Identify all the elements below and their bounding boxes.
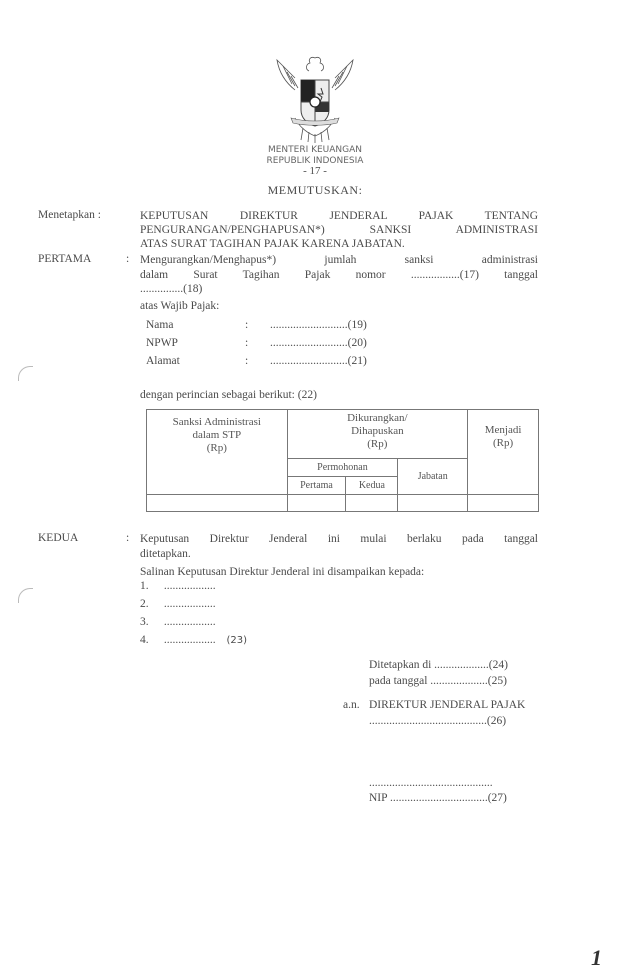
table-header-menjadi	[468, 410, 539, 495]
list-dots: ..................	[163, 634, 216, 646]
table-header-text: Sanksi Administrasi	[172, 416, 261, 428]
table-header-pertama: Pertama	[287, 477, 346, 495]
garuda-emblem-icon	[265, 52, 365, 144]
list-number: 4.	[140, 634, 149, 646]
table-header-text: Menjadi	[484, 424, 522, 436]
margin-artifact	[18, 366, 33, 381]
list-number: 3.	[140, 616, 149, 628]
kedua-label: KEDUA	[38, 532, 79, 544]
pertama-line: dalam Surat Tagihan Pajak nomor .................(17) tanggal	[140, 268, 538, 281]
table-cell	[468, 495, 539, 512]
table-header-permohonan: Permohonan	[287, 459, 398, 477]
page-number: - 17 -	[303, 165, 327, 177]
table-cell	[147, 495, 288, 512]
detail-intro: dengan perincian sebagai berikut: (22)	[140, 389, 317, 401]
table-cell	[398, 495, 468, 512]
list-item	[140, 616, 247, 634]
list-number: 2.	[140, 598, 149, 610]
kedua-colon: :	[126, 532, 130, 544]
table-header-text: Dikurangkan/	[347, 412, 408, 424]
field-label-alamat: Alamat	[146, 355, 180, 367]
table-cell	[287, 495, 346, 512]
table-row	[147, 495, 539, 512]
table-header-jabatan: Jabatan	[398, 459, 468, 495]
perincian-table	[146, 409, 539, 512]
pertama-line: Mengurangkan/Menghapus*) jumlah sanksi administrasi	[140, 254, 538, 266]
list-item	[140, 634, 247, 652]
field-value-alamat: ...........................(21)	[270, 355, 367, 367]
table-header-row	[147, 410, 539, 459]
kedua-copy-line: Salinan Keputusan Direktur Jenderal ini disampaikan kepada:	[140, 566, 425, 578]
table-header-text: Dihapuskan	[351, 425, 404, 437]
table-header-text: dalam STP	[192, 429, 242, 441]
table-header-text: (Rp)	[367, 438, 388, 450]
ministry-name: MENTERI KEUANGAN	[267, 145, 363, 155]
handwritten-mark: 1	[591, 945, 602, 970]
an-label: a.n.	[343, 699, 360, 711]
field-colon: :	[245, 337, 249, 349]
pertama-line: ...............(18)	[140, 283, 203, 295]
field-colon: :	[245, 319, 249, 331]
kedua-line: Keputusan Direktur Jenderal ini mulai berlaku pada tanggal	[140, 533, 538, 545]
table-cell	[346, 495, 398, 512]
list-dots: ..................	[163, 598, 216, 610]
field-label-nama: Nama	[146, 319, 174, 331]
decision-heading: MEMUTUSKAN:	[267, 183, 363, 197]
kedua-content	[140, 532, 538, 562]
list-dots: ..................	[163, 616, 216, 628]
pada-tanggal: pada tanggal ....................(25)	[369, 675, 507, 687]
signatory-dots: .........................................(26)	[369, 715, 507, 727]
kedua-line: ditetapkan.	[140, 548, 191, 560]
pertama-colon: :	[126, 253, 130, 265]
field-label-npwp: NPWP	[146, 337, 178, 349]
list-item	[140, 580, 247, 598]
table-header-text: (Rp)	[206, 442, 227, 454]
signatory-title: DIREKTUR JENDERAL PAJAK	[369, 699, 526, 711]
field-colon: :	[245, 355, 249, 367]
pertama-label: PERTAMA	[38, 253, 92, 265]
list-item	[140, 598, 247, 616]
menetapkan-line: PENGURANGAN/PENGHAPUSAN*) SANKSI ADMINISTRASI	[140, 224, 538, 236]
table-header-text: (Rp)	[492, 437, 514, 449]
list-dots: ..................	[163, 580, 216, 592]
menetapkan-content	[140, 209, 538, 251]
list-ref: (23)	[226, 635, 248, 646]
menetapkan-line: ATAS SURAT TAGIHAN PAJAK KARENA JABATAN.	[140, 238, 405, 250]
recipient-list	[140, 580, 247, 652]
menetapkan-label: Menetapkan :	[38, 209, 101, 221]
republic-name: REPUBLIK INDONESIA	[266, 156, 364, 166]
table-header-kedua: Kedua	[346, 477, 398, 495]
signatory-name-dots: ...........................................	[369, 777, 493, 789]
field-value-nama: ...........................(19)	[270, 319, 367, 331]
wajib-pajak-intro: atas Wajib Pajak:	[140, 300, 220, 312]
table-header-dikurangkan	[287, 410, 468, 459]
list-number: 1.	[140, 580, 149, 592]
pertama-content	[140, 253, 538, 297]
ditetapkan-di: Ditetapkan di ...................(24)	[369, 659, 508, 671]
nip-line: NIP ..................................(27)	[369, 792, 507, 804]
field-value-npwp: ...........................(20)	[270, 337, 367, 349]
menetapkan-line: KEPUTUSAN DIREKTUR JENDERAL PAJAK TENTANG	[140, 210, 538, 222]
table-header-sanksi	[147, 410, 288, 495]
margin-artifact	[18, 588, 33, 603]
